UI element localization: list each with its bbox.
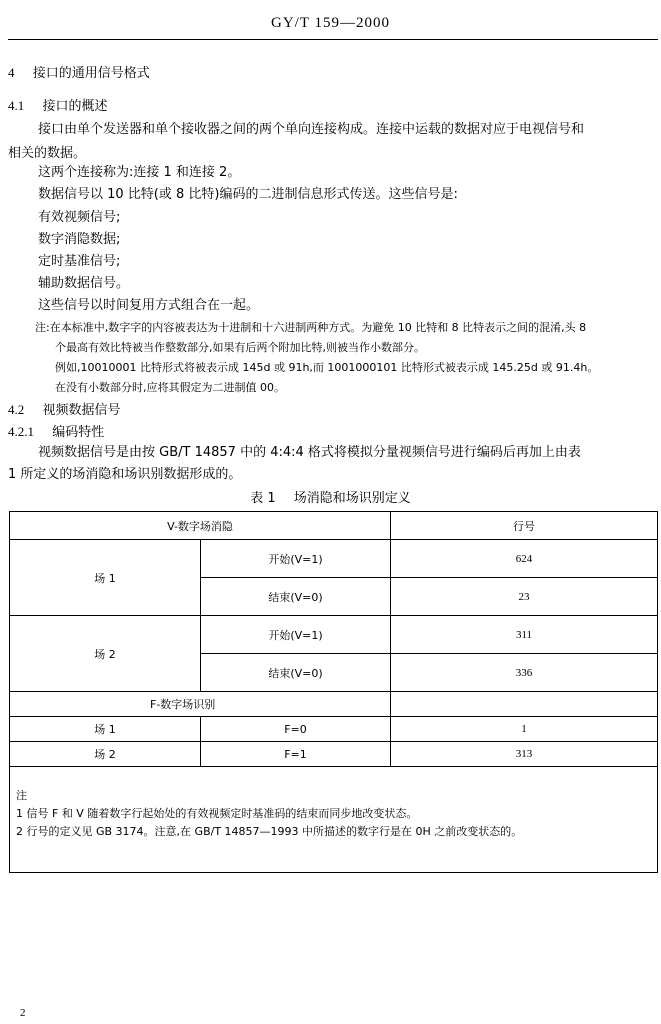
page-number: 2 (20, 1007, 26, 1019)
section-title: 接口的通用信号格式 (32, 66, 150, 81)
f-value-cell: F=1 (201, 742, 391, 767)
table-row (10, 616, 658, 654)
end-label: 结束(V=0) (201, 654, 391, 692)
paragraph-line: 1 所定义的场消隐和场识别数据形成的。 (8, 467, 242, 482)
field-1-label: 场 1 (10, 717, 201, 742)
table-caption (0, 487, 661, 506)
field-1-label: 场 1 (10, 540, 201, 616)
note-line: 个最高有效比特被当作整数部分,如果有后两个附加比特,则被当作小数部分。 (55, 341, 425, 354)
field-2-label: 场 2 (10, 742, 201, 767)
list-item: 辅助数据信号。 (38, 276, 130, 291)
f-identification-header: F-数字场识别 (10, 692, 391, 717)
section-number: 4.2.1 (8, 424, 34, 439)
table-row (10, 742, 658, 767)
page-header: GY/T 159—2000 (271, 15, 390, 31)
f-value-cell: F=0 (201, 717, 391, 742)
table-note: 2 行号的定义见 GB 3174。注意,在 GB/T 14857—1993 中所描述的数字行是在 0H 之前改变状态的。 (16, 825, 523, 838)
table-header-row (10, 512, 658, 540)
empty-cell (391, 692, 658, 717)
table-notes-row (10, 767, 658, 873)
table-row (10, 692, 658, 717)
line-number-cell: 336 (391, 654, 658, 692)
list-item: 数字消隐数据; (38, 232, 121, 247)
section-number: 4.1 (8, 98, 25, 113)
section-4-2-heading (8, 401, 121, 420)
table-row (10, 540, 658, 578)
line-number-cell: 311 (391, 616, 658, 654)
field-2-label: 场 2 (10, 616, 201, 692)
paragraph-line: 相关的数据。 (8, 146, 87, 161)
end-label: 结束(V=0) (201, 578, 391, 616)
section-title: 接口的概述 (42, 99, 108, 114)
line-number-cell: 624 (391, 540, 658, 578)
section-4-heading (8, 64, 150, 83)
section-4-1-heading (8, 97, 108, 116)
line-number-cell: 1 (391, 717, 658, 742)
note-line: 例如,10010001 比特形式将被表示成 145d 或 91h,而 1001000101 比特形式被表示成 145.25d 或 91.4h。 (55, 361, 599, 374)
line-number-cell: 313 (391, 742, 658, 767)
paragraph-line: 视频数据信号是由按 GB/T 14857 中的 4:4:4 格式将模拟分量视频信号进行编码后再加上由表 (38, 445, 581, 460)
table-notes (10, 767, 658, 873)
paragraph-line: 这些信号以时间复用方式组合在一起。 (38, 298, 260, 313)
section-title: 视频数据信号 (42, 403, 121, 418)
list-item: 定时基准信号; (38, 254, 121, 269)
line-number-cell: 23 (391, 578, 658, 616)
start-label: 开始(V=1) (201, 540, 391, 578)
table-row (10, 717, 658, 742)
table-note: 1 信号 F 和 V 随着数字行起始处的有效视频定时基准码的结束而同步地改变状态。 (16, 807, 418, 820)
table-caption-number: 表 1 (250, 491, 276, 506)
section-4-2-1-heading (8, 423, 104, 442)
paragraph-line: 这两个连接称为:连接 1 和连接 2。 (38, 165, 241, 180)
paragraph-line: 接口由单个发送器和单个接收器之间的两个单向连接构成。连接中运载的数据对应于电视信号和 (38, 122, 585, 137)
section-number: 4 (8, 65, 15, 80)
section-number: 4.2 (8, 402, 25, 417)
list-item: 有效视频信号; (38, 210, 121, 225)
note-line: 在没有小数部分时,应将其假定为二进制值 00。 (55, 381, 285, 394)
line-number-header: 行号 (391, 512, 658, 540)
paragraph-line: 数据信号以 10 比特(或 8 比特)编码的二进制信息形式传送。这些信号是: (38, 187, 458, 202)
notes-title: 注 (16, 789, 27, 802)
section-title: 编码特性 (52, 425, 105, 440)
v-blanking-header: V-数字场消隐 (10, 512, 391, 540)
table-caption-title: 场消隐和场识别定义 (293, 491, 411, 506)
start-label: 开始(V=1) (201, 616, 391, 654)
field-definition-table (9, 511, 658, 873)
note-line: 注:在本标准中,数字字的内容被表达为十进制和十六进制两种方式。为避免 10 比特和 8 比特表示之间的混淆,头 8 (35, 321, 587, 334)
header-rule (8, 39, 658, 40)
